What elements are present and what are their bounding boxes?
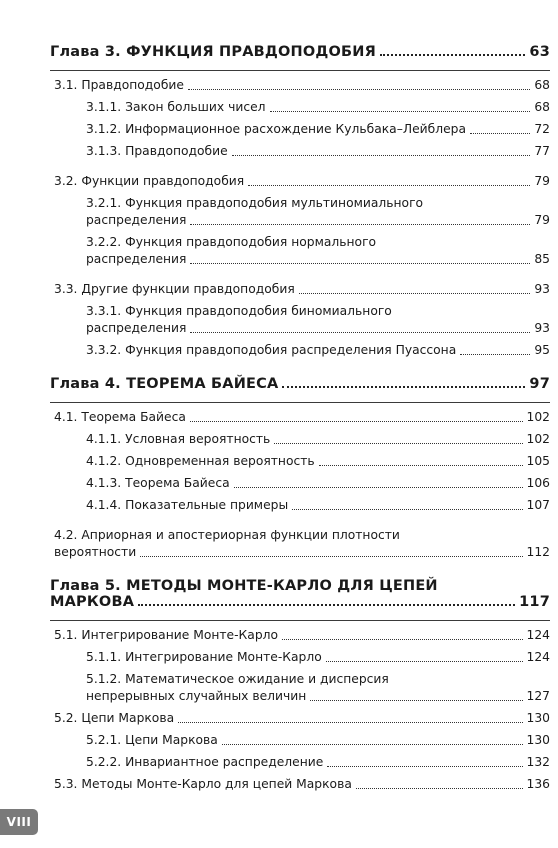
toc-entry[interactable] bbox=[50, 475, 550, 492]
entry-page: 106 bbox=[526, 476, 550, 490]
leader-dots bbox=[380, 54, 525, 56]
leader-dots bbox=[190, 332, 530, 333]
toc-entry[interactable] bbox=[50, 234, 550, 268]
chapter-title-line1: Глава 5. МЕТОДЫ МОНТЕ-КАРЛО ДЛЯ ЦЕПЕЙ bbox=[50, 578, 438, 594]
entry-page: 93 bbox=[534, 321, 550, 335]
chapter-title-line2: МАРКОВА bbox=[50, 594, 135, 610]
entry-text: 4.1.4. Показательные примеры bbox=[86, 498, 289, 512]
table-of-contents bbox=[50, 44, 550, 798]
toc-entry[interactable] bbox=[50, 627, 550, 644]
entry-page: 136 bbox=[526, 777, 550, 791]
entry-text: 4.1.2. Одновременная вероятность bbox=[86, 454, 315, 468]
chapter-4-heading[interactable] bbox=[50, 376, 550, 392]
entry-page: 107 bbox=[526, 498, 550, 512]
entry-text: 3.2. Функции правдоподобия bbox=[54, 174, 245, 188]
toc-entry[interactable] bbox=[50, 453, 550, 470]
leader-dots bbox=[234, 487, 523, 488]
chapter-divider bbox=[50, 70, 550, 71]
chapter-page: 63 bbox=[529, 44, 550, 60]
entry-text: 4.1.1. Условная вероятность bbox=[86, 432, 271, 446]
entry-page: 77 bbox=[534, 144, 550, 158]
entry-text: 3.3.2. Функция правдоподобия распределения Пуассона bbox=[86, 343, 457, 357]
entry-text: 5.2.1. Цепи Маркова bbox=[86, 733, 218, 747]
entry-text: 5.1.1. Интегрирование Монте-Карло bbox=[86, 650, 322, 664]
chapter-3-heading[interactable] bbox=[50, 44, 550, 60]
leader-dots bbox=[178, 722, 522, 723]
toc-entry[interactable] bbox=[50, 732, 550, 749]
toc-entry[interactable] bbox=[50, 776, 550, 793]
entry-text: 3.1.1. Закон больших чисел bbox=[86, 100, 266, 114]
toc-entry[interactable] bbox=[50, 99, 550, 116]
entry-text: 3.1.2. Информационное расхождение Кульбака–Лейблера bbox=[86, 122, 467, 136]
leader-dots bbox=[319, 465, 523, 466]
entry-text-line2: распределения bbox=[86, 321, 187, 335]
toc-entry[interactable] bbox=[50, 173, 550, 190]
chapter-page: 97 bbox=[529, 376, 550, 392]
toc-entry[interactable] bbox=[50, 281, 550, 298]
entry-page: 112 bbox=[526, 545, 550, 559]
chapter-title: Глава 4. ТЕОРЕМА БАЙЕСА bbox=[50, 376, 279, 392]
entry-text-line1: 3.2.1. Функция правдоподобия мультиномиального bbox=[86, 196, 424, 210]
entry-text-line2: распределения bbox=[86, 213, 187, 227]
entry-text: 5.2. Цепи Маркова bbox=[54, 711, 175, 725]
toc-entry[interactable] bbox=[50, 527, 550, 561]
leader-dots bbox=[356, 788, 523, 789]
entry-page: 68 bbox=[534, 78, 550, 92]
entry-page: 79 bbox=[534, 174, 550, 188]
page-number-badge bbox=[0, 809, 38, 835]
entry-page: 102 bbox=[526, 432, 550, 446]
entry-text: 3.3. Другие функции правдоподобия bbox=[54, 282, 295, 296]
entry-text-line2: вероятности bbox=[54, 545, 137, 559]
toc-entry[interactable] bbox=[50, 303, 550, 337]
entry-page: 130 bbox=[526, 711, 550, 725]
entry-text: 3.1.3. Правдоподобие bbox=[86, 144, 228, 158]
entry-page: 95 bbox=[534, 343, 550, 357]
leader-dots bbox=[248, 185, 530, 186]
leader-dots bbox=[188, 89, 530, 90]
leader-dots bbox=[270, 111, 531, 112]
leader-dots bbox=[190, 224, 530, 225]
toc-entry[interactable] bbox=[50, 710, 550, 727]
entry-page: 132 bbox=[526, 755, 550, 769]
leader-dots bbox=[292, 509, 522, 510]
toc-entry[interactable] bbox=[50, 431, 550, 448]
entry-text: 4.1.3. Теорема Байеса bbox=[86, 476, 230, 490]
entry-page: 124 bbox=[526, 628, 550, 642]
leader-dots bbox=[282, 639, 523, 640]
leader-dots bbox=[190, 263, 530, 264]
entry-page: 124 bbox=[526, 650, 550, 664]
entry-text-line1: 4.2. Априорная и апостериорная функции плотности bbox=[54, 528, 400, 542]
chapter-page: 117 bbox=[519, 594, 550, 610]
toc-entry[interactable] bbox=[50, 77, 550, 94]
entry-text-line1: 3.3.1. Функция правдоподобия биномиального bbox=[86, 304, 392, 318]
leader-dots bbox=[470, 133, 530, 134]
entry-text-line1: 3.2.2. Функция правдоподобия нормального bbox=[86, 235, 377, 249]
toc-entry[interactable] bbox=[50, 195, 550, 229]
leader-dots bbox=[232, 155, 531, 156]
entry-text: 4.1. Теорема Байеса bbox=[54, 410, 186, 424]
entry-text-line1: 5.1.2. Математическое ожидание и дисперсия bbox=[86, 672, 389, 686]
entry-page: 102 bbox=[526, 410, 550, 424]
entry-page: 85 bbox=[534, 252, 550, 266]
toc-entry[interactable] bbox=[50, 121, 550, 138]
leader-dots bbox=[282, 386, 525, 388]
entry-page: 93 bbox=[534, 282, 550, 296]
entry-page: 79 bbox=[534, 213, 550, 227]
chapter-divider bbox=[50, 620, 550, 621]
entry-text: 5.1. Интегрирование Монте-Карло bbox=[54, 628, 279, 642]
entry-page: 127 bbox=[526, 689, 550, 703]
leader-dots bbox=[222, 744, 523, 745]
entry-text-line2: непрерывных случайных величин bbox=[86, 689, 307, 703]
entry-page: 72 bbox=[534, 122, 550, 136]
chapter-divider bbox=[50, 402, 550, 403]
toc-entry[interactable] bbox=[50, 497, 550, 514]
leader-dots bbox=[326, 661, 523, 662]
leader-dots bbox=[190, 421, 523, 422]
chapter-5-heading[interactable] bbox=[50, 578, 550, 610]
leader-dots bbox=[299, 293, 531, 294]
toc-entry[interactable] bbox=[50, 671, 550, 705]
toc-entry[interactable] bbox=[50, 754, 550, 771]
entry-text-line2: распределения bbox=[86, 252, 187, 266]
leader-dots bbox=[274, 443, 522, 444]
leader-dots bbox=[310, 700, 522, 701]
entry-page: 130 bbox=[526, 733, 550, 747]
toc-entry[interactable] bbox=[50, 649, 550, 666]
entry-page: 68 bbox=[534, 100, 550, 114]
leader-dots bbox=[138, 604, 515, 606]
entry-text: 5.3. Методы Монте-Карло для цепей Маркова bbox=[54, 777, 352, 791]
toc-entry[interactable] bbox=[50, 342, 550, 359]
page-number: VIII bbox=[6, 815, 32, 829]
toc-entry[interactable] bbox=[50, 143, 550, 160]
chapter-title: Глава 3. ФУНКЦИЯ ПРАВДОПОДОБИЯ bbox=[50, 44, 376, 60]
entry-text: 3.1. Правдоподобие bbox=[54, 78, 184, 92]
entry-text: 5.2.2. Инвариантное распределение bbox=[86, 755, 324, 769]
leader-dots bbox=[460, 354, 530, 355]
entry-page: 105 bbox=[526, 454, 550, 468]
toc-entry[interactable] bbox=[50, 409, 550, 426]
leader-dots bbox=[140, 556, 522, 557]
leader-dots bbox=[327, 766, 522, 767]
